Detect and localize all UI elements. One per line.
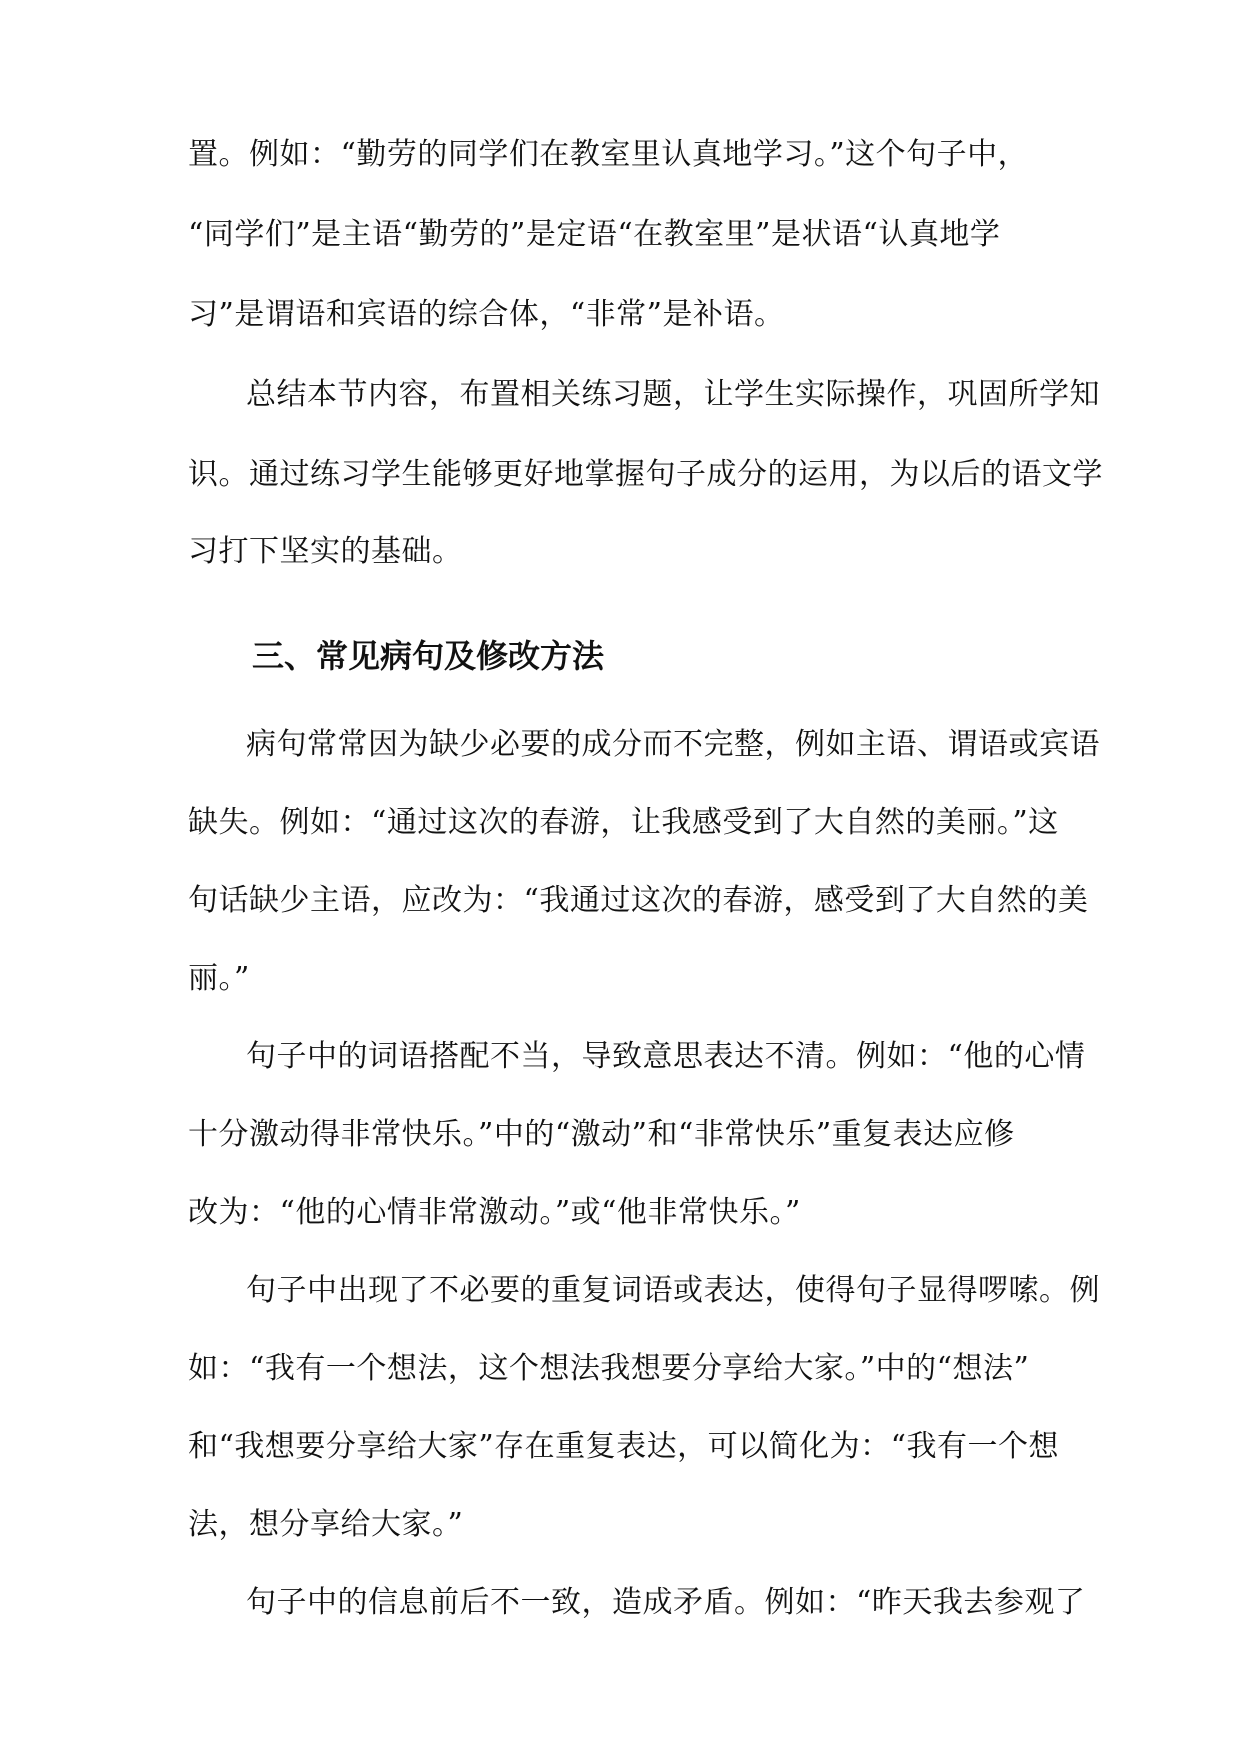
paragraph-line: 句子中的信息前后不一致，造成矛盾。例如：“昨天我去参观了 <box>246 1585 1086 1620</box>
paragraph-line: 句话缺少主语，应改为：“我通过这次的春游，感受到了大自然的美 <box>188 883 1089 918</box>
paragraph-line: 置。例如：“勤劳的同学们在教室里认真地学习。”这个句子中， <box>188 137 1029 172</box>
paragraph-line: “同学们”是主语“勤劳的”是定语“在教室里”是状语“认真地学 <box>188 217 1001 252</box>
paragraph-line: 病句常常因为缺少必要的成分而不完整，例如主语、谓语或宾语 <box>246 727 1100 762</box>
paragraph-line: 丽。” <box>188 961 250 996</box>
paragraph-line: 识。通过练习学生能够更好地掌握句子成分的运用，为以后的语文学 <box>188 457 1103 492</box>
paragraph-line: 如：“我有一个想法，这个想法我想要分享给大家。”中的“想法” <box>188 1351 1030 1386</box>
paragraph-line: 和“我想要分享给大家”存在重复表达，可以简化为：“我有一个想 <box>188 1429 1060 1464</box>
paragraph-line: 法，想分享给大家。” <box>188 1507 464 1542</box>
paragraph-line: 十分激动得非常快乐。”中的“激动”和“非常快乐”重复表达应修 <box>188 1117 1015 1152</box>
paragraph-line: 句子中出现了不必要的重复词语或表达，使得句子显得啰嗦。例 <box>246 1273 1100 1308</box>
paragraph-line: 习打下坚实的基础。 <box>188 534 463 569</box>
paragraph-line: 改为：“他的心情非常激动。”或“他非常快乐。” <box>188 1195 801 1230</box>
paragraph-line: 缺失。例如：“通过这次的春游，让我感受到了大自然的美丽。”这 <box>188 805 1059 840</box>
paragraph-line: 习”是谓语和宾语的综合体，“非常”是补语。 <box>188 297 785 332</box>
paragraph-line: 总结本节内容，布置相关练习题，让学生实际操作，巩固所学知 <box>246 377 1100 412</box>
paragraph-line: 句子中的词语搭配不当，导致意思表达不清。例如：“他的心情 <box>246 1039 1086 1074</box>
section-heading: 三、常见病句及修改方法 <box>252 637 605 675</box>
